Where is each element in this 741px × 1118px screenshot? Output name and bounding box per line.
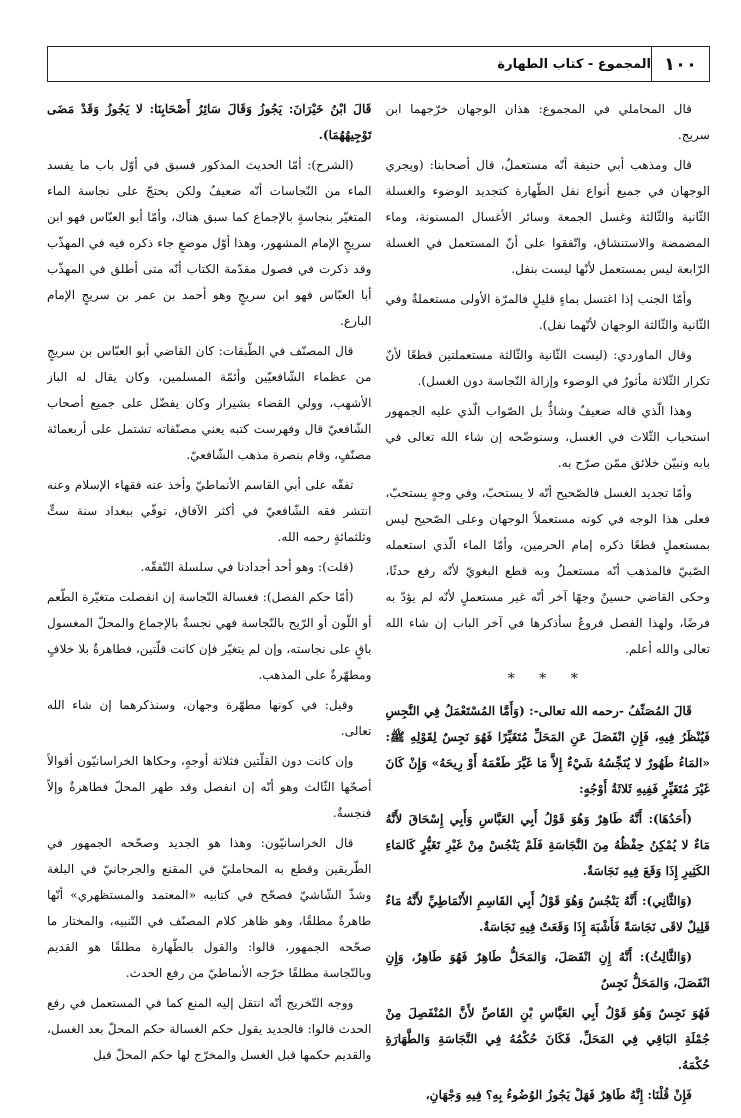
matn-paragraph: فَإِنْ قُلْنَا: إِنَّهُ طَاهِرٌ فَهَلْ يَجُوزُ الوُضُوءُ بِهِ؟ فِيهِ وَجْهَانِ، <box>425 1088 692 1102</box>
running-title: المجموع - كتاب الطهارة <box>497 56 651 72</box>
paragraph: (أمّا حكم الفصل): فغسالة النّجاسة إن انفصلت متغيّرة الطّعم أو اللّون أو الرّيح بالنّجاسة فهي نجسةٌ بالإجماع والمحلّ المغسول باقٍ على نجاسته، وإن لم يتغيّر فإن كانت قلّتين، فطاهرةٌ بلا خلافٍ ومطهّرةٌ على المذهب. <box>47 590 372 682</box>
page-number: ١٠٠ <box>651 47 709 81</box>
matn-paragraph: (وَالثَّانِي): أَنَّهُ يَنْجُسُ وَهُوَ قَوْلُ أَبِي القَاسِمِ الأَنْمَاطِيِّ لأَنَّهُ مَاءٌ قَلِيلٌ لاقَى نَجَاسَةً فَأَشْبَهَ إِذَا وَقَعَتْ فِيهِ نَجَاسَةٌ. <box>385 894 710 934</box>
paragraph: قال المصنّف في الطّبقات: كان القاضي أبو العبّاس بن سريجٍ من عظماء الشّافعيّين وأئمّة المسلمين، وكان يقال له الباز الأشهب، وولي القضاء بشيراز وكان يفضّل على جميع أصحاب الشّافعيّ قال وفهرست كتبه يعني مصنّفاته تشتمل على أربعمائة مصنّفٍ، وقام بنصرة مذهب الشّافعيّ. <box>47 344 372 462</box>
matn-paragraph: قَالَ المُصَنِّفُ -رحمه الله تعالى-: (وَأَمَّا المُسْتَعْمَلُ فِي النَّجِسِ فَيُنْظَرُ فِيهِ، فَإِنِ انْفَصَلَ عَنِ المَحَلِّ مُتَغَيِّرًا فَهُوَ نَجِسٌ لِقَوْلِهِ ﷺ: «المَاءُ طَهُورٌ لا يُنَجِّسُهُ شَيْءٌ إِلاَّ مَا غَيَّرَ طَعْمَهُ أَوْ رِيحَهُ» وَإِنْ كَانَ غَيْرَ مُتَغَيِّرٍ فَفِيهِ ثَلاثَةُ أَوْجُهٍ: <box>385 704 710 796</box>
paragraph: وإن كانت دون القلّتين فثلاثة أوجهٍ، وحكاها الخراسانيّون أقوالاً أصحّها الثّالث وهو أنّه إن انفصل وقد طهر المحلّ فطاهرةٌ وإلاّ فنجسةٌ. <box>47 754 372 820</box>
paragraph: تفقّه على أبي القاسم الأنماطيّ وأخذ عنه فقهاء الإسلام وعنه انتشر فقه الشّافعيّ في أكثر الآفاق، توفّي ببغداد سنة ستٍّ وثلثمائةٍ رحمه الله. <box>47 478 372 544</box>
paragraph: وأمّا تجديد الغسل فالصّحيح أنّه لا يستحبّ، وفي وجهٍ يستحبّ، فعلى هذا الوجه في كونه مستعملاً الوجهان وعلى الصّحيح ليس بمستعملٍ قطعًا ذكره إمام الحرمين، وأمّا الماء الّذي استعمله الصّبيّ فالمذهب أنّه مستعملٌ وبه قطع البغويّ لأنّه رفع حدثًا، وحكى القاضي حسينٌ وجهًا آخر أنّه غير مستعملٍ لأنّه لم يؤدّ به فرضًا، ولهذا الفصل فروعٌ سأذكرها في آخر الباب إن شاء الله تعالى والله أعلم. <box>385 486 710 656</box>
paragraph: قال المحاملي في المجموع: هذان الوجهان خرّجهما ابن سريج. <box>385 102 710 142</box>
section-separator: * * * <box>507 671 588 687</box>
right-column <box>386 96 711 1106</box>
paragraph: وهذا الّذي قاله ضعيفٌ وشاذٌّ بل الصّواب الّذي عليه الجمهور استحباب الثّلاث في الغسل، وسنوضّحه إن شاء الله تعالى في بابه ونبيّن خلائق ممّن صرّح به. <box>385 404 710 470</box>
page-header <box>47 46 710 82</box>
left-column <box>47 96 372 1106</box>
paragraph: (قلت): وهو أحد أجدادنا في سلسلة التّفقّه. <box>140 560 354 574</box>
paragraph: وقال الماوردي: (ليست الثّانية والثّالثة مستعملتين قطعًا لأنّ تكرار الثّلاثة مأثورٌ في الوضوء وإزالة النّجاسة دون الغسل). <box>385 348 710 388</box>
paragraph: ووجه التّخريج أنّه انتقل إليه المنع كما في المستعمل في رفع الحدث قالوا: فالجديد يقول حكم الغسالة حكم المحلّ بعد الغسل، والقديم حكمها قبل الغسل والمخرّج لها حكم المحلّ قبل <box>47 996 372 1062</box>
text-columns <box>47 96 710 1106</box>
paragraph: قال ومذهب أبي حنيفة أنّه مستعملٌ، قال أصحابنا: (ويجري الوجهان في جميع أنواع نفل الطّهارة كتجديد الوضوء والغسلة الثّانية والثّالثة وغسل الجمعة وسائر الأغسال المسنونة، وماء المضمضة والاستنشاق، واتّفقوا على أنّ المستعمل في الغسلة الرّابعة ليس بمستعمل لأنّها ليست بنفل. <box>385 158 710 276</box>
matn-paragraph: (أَحَدُهَا): أَنَّهُ طَاهِرٌ وَهُوَ قَوْلُ أَبِي العَبَّاسِ وَأَبِي إِسْحَاقَ لأَنَّهُ مَاءٌ لا يُمْكِنُ حِفْظُهُ مِنَ النَّجَاسَةِ فَلَمْ يَنْجُسْ مِنْ غَيْرِ تَغَيُّرٍ كَالمَاءِ الكَثِيرِ إِذَا وَقَعَ فِيهِ نَجَاسَةٌ. <box>385 812 710 878</box>
paragraph: (الشرح): أمّا الحديث المذكور فسبق في أوّل باب ما يفسد الماء من النّجاسات أنّه ضعيفٌ ولكن يحتجّ على نجاسة الماء المتغيّر بنجاسةٍ بالإجماع كما سبق هناك، وأمّا أبو العبّاس فهو ابن سريجٍ الإمام المشهور، وهذا أوّل موضعٍ جاء ذكره فيه في المهذّب وقد ذكرت في فصول مقدّمة الكتاب أنّه متى أطلق في المهذّب أبا العبّاس فهو ابن سريجٍ وهو أحمد بن عمر بن سريجٍ الإمام البارع. <box>47 158 372 328</box>
matn-paragraph: فَهُوَ نَجِسٌ وَهُوَ قَوْلُ أَبِي العَبَّاسِ بْنِ القَاصِّ لأَنَّ المُنْفَصِلَ مِنْ جُمْلَةِ البَاقِي فِي المَحَلِّ، فَكَانَ حُكْمُهُ فِي النَّجَاسَةِ وَالطَّهَارَةِ حُكْمَهُ. <box>385 1006 710 1072</box>
paragraph: وقيل: في كونها مطهّرة وجهان، وسنذكرهما إن شاء الله تعالى. <box>47 698 372 738</box>
paragraph: قال الخراسانيّون: وهذا هو الجديد وصحّحه الجمهور في الطّريقين وقطع به المحامليّ في المقنع والجرجانيّ في البلغة وشذّ الشّاشيّ فصحّح في كتابيه «المعتمد والمستظهري» أنّها طاهرةٌ مطلقًا، وهو ظاهر كلام المصنّف في التّنبيه، والمختار ما صحّحه الجمهور، قالوا: والقول بالطّهارة مطلقًا هو القديم وبالنّجاسة مطلقًا خرّجه الأنماطيّ من رفع الحدث. <box>47 836 372 980</box>
paragraph: وأمّا الجنب إذا اغتسل بماءٍ قليلٍ فالمرّة الأولى مستعملةٌ وفي الثّانية والثّالثة الوجهان لأنّهما نفل). <box>385 292 710 332</box>
matn-paragraph: قَالَ ابْنُ خَيْرَانَ: يَجُوزُ وَقَالَ سَائِرُ أَصْحَابِنَا: لا يَجُوزُ وَقَدْ مَضَى تَوْجِيهُهُمَا). <box>47 102 372 142</box>
matn-paragraph: (وَالثَّالِثُ): أَنَّهُ إِنِ انْفَصَلَ، وَالمَحَلُّ طَاهِرٌ فَهُوَ طَاهِرٌ، وَإِنِ انْفَصَلَ، وَالمَحَلُّ نَجِسٌ <box>385 950 710 990</box>
